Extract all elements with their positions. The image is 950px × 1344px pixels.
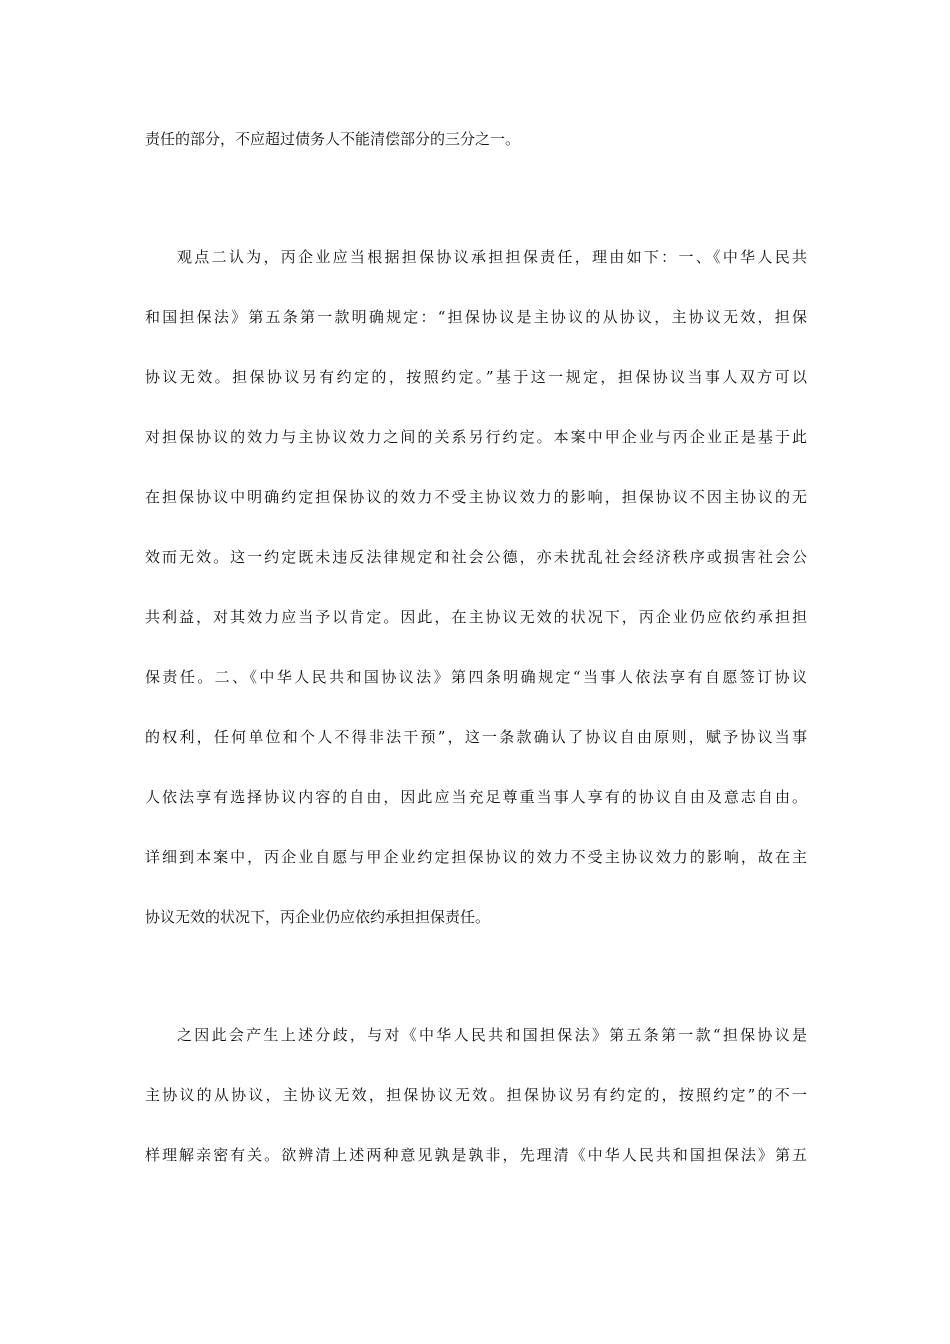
paragraph-2-line-6: 效而无效。这一约定既未违反法律规定和社会公德，亦未扰乱社会经济秩序或损害社会公	[145, 548, 807, 566]
paragraph-3-line-1: 之因此会产生上述分歧，与对《中华人民共和国担保法》第五条第一款“担保协议是	[177, 1026, 807, 1044]
paragraph-2-line-5: 在担保协议中明确约定担保协议的效力不受主协议效力的影响，担保协议不因主协议的无	[145, 488, 807, 506]
paragraph-2-line-4: 对担保协议的效力与主协议效力之间的关系另行约定。本案中甲企业与丙企业正是基于此	[145, 428, 807, 446]
paragraph-2-line-2: 和国担保法》第五条第一款明确规定：“担保协议是主协议的从协议，主协议无效，担保	[145, 308, 807, 326]
paragraph-2-line-11: 详细到本案中，丙企业自愿与甲企业约定担保协议的效力不受主协议效力的影响，故在主	[145, 848, 807, 866]
paragraph-2-line-9: 的权利，任何单位和个人不得非法干预”，这一条款确认了协议自由原则，赋予协议当事	[145, 728, 807, 746]
paragraph-2-line-3: 协议无效。担保协议另有约定的，按照约定。”基于这一规定，担保协议当事人双方可以	[145, 368, 807, 386]
paragraph-2-line-12: 协议无效的状况下，丙企业仍应依约承担担保责任。	[145, 908, 491, 926]
paragraph-2-line-7: 共利益，对其效力应当予以肯定。因此，在主协议无效的状况下，丙企业仍应依约承担担	[145, 608, 807, 626]
paragraph-3-line-3: 样理解亲密有关。欲辨清上述两种意见孰是孰非，先理清《中华人民共和国担保法》第五	[145, 1146, 807, 1164]
paragraph-3-line-2: 主协议的从协议，主协议无效，担保协议无效。担保协议另有约定的，按照约定”的不一	[145, 1086, 807, 1104]
paragraph-2-line-10: 人依法享有选择协议内容的自由，因此应当充足尊重当事人享有的协议自由及意志自由。	[145, 788, 807, 806]
paragraph-2-line-1: 观点二认为，丙企业应当根据担保协议承担担保责任，理由如下：一、《中华人民共	[177, 248, 807, 266]
paragraph-1-line-1: 责任的部分，不应超过债务人不能清偿部分的三分之一。	[145, 130, 521, 148]
paragraph-2-line-8: 保责任。二、《中华人民共和国协议法》第四条明确规定“当事人依法享有自愿签订协议	[145, 668, 807, 686]
